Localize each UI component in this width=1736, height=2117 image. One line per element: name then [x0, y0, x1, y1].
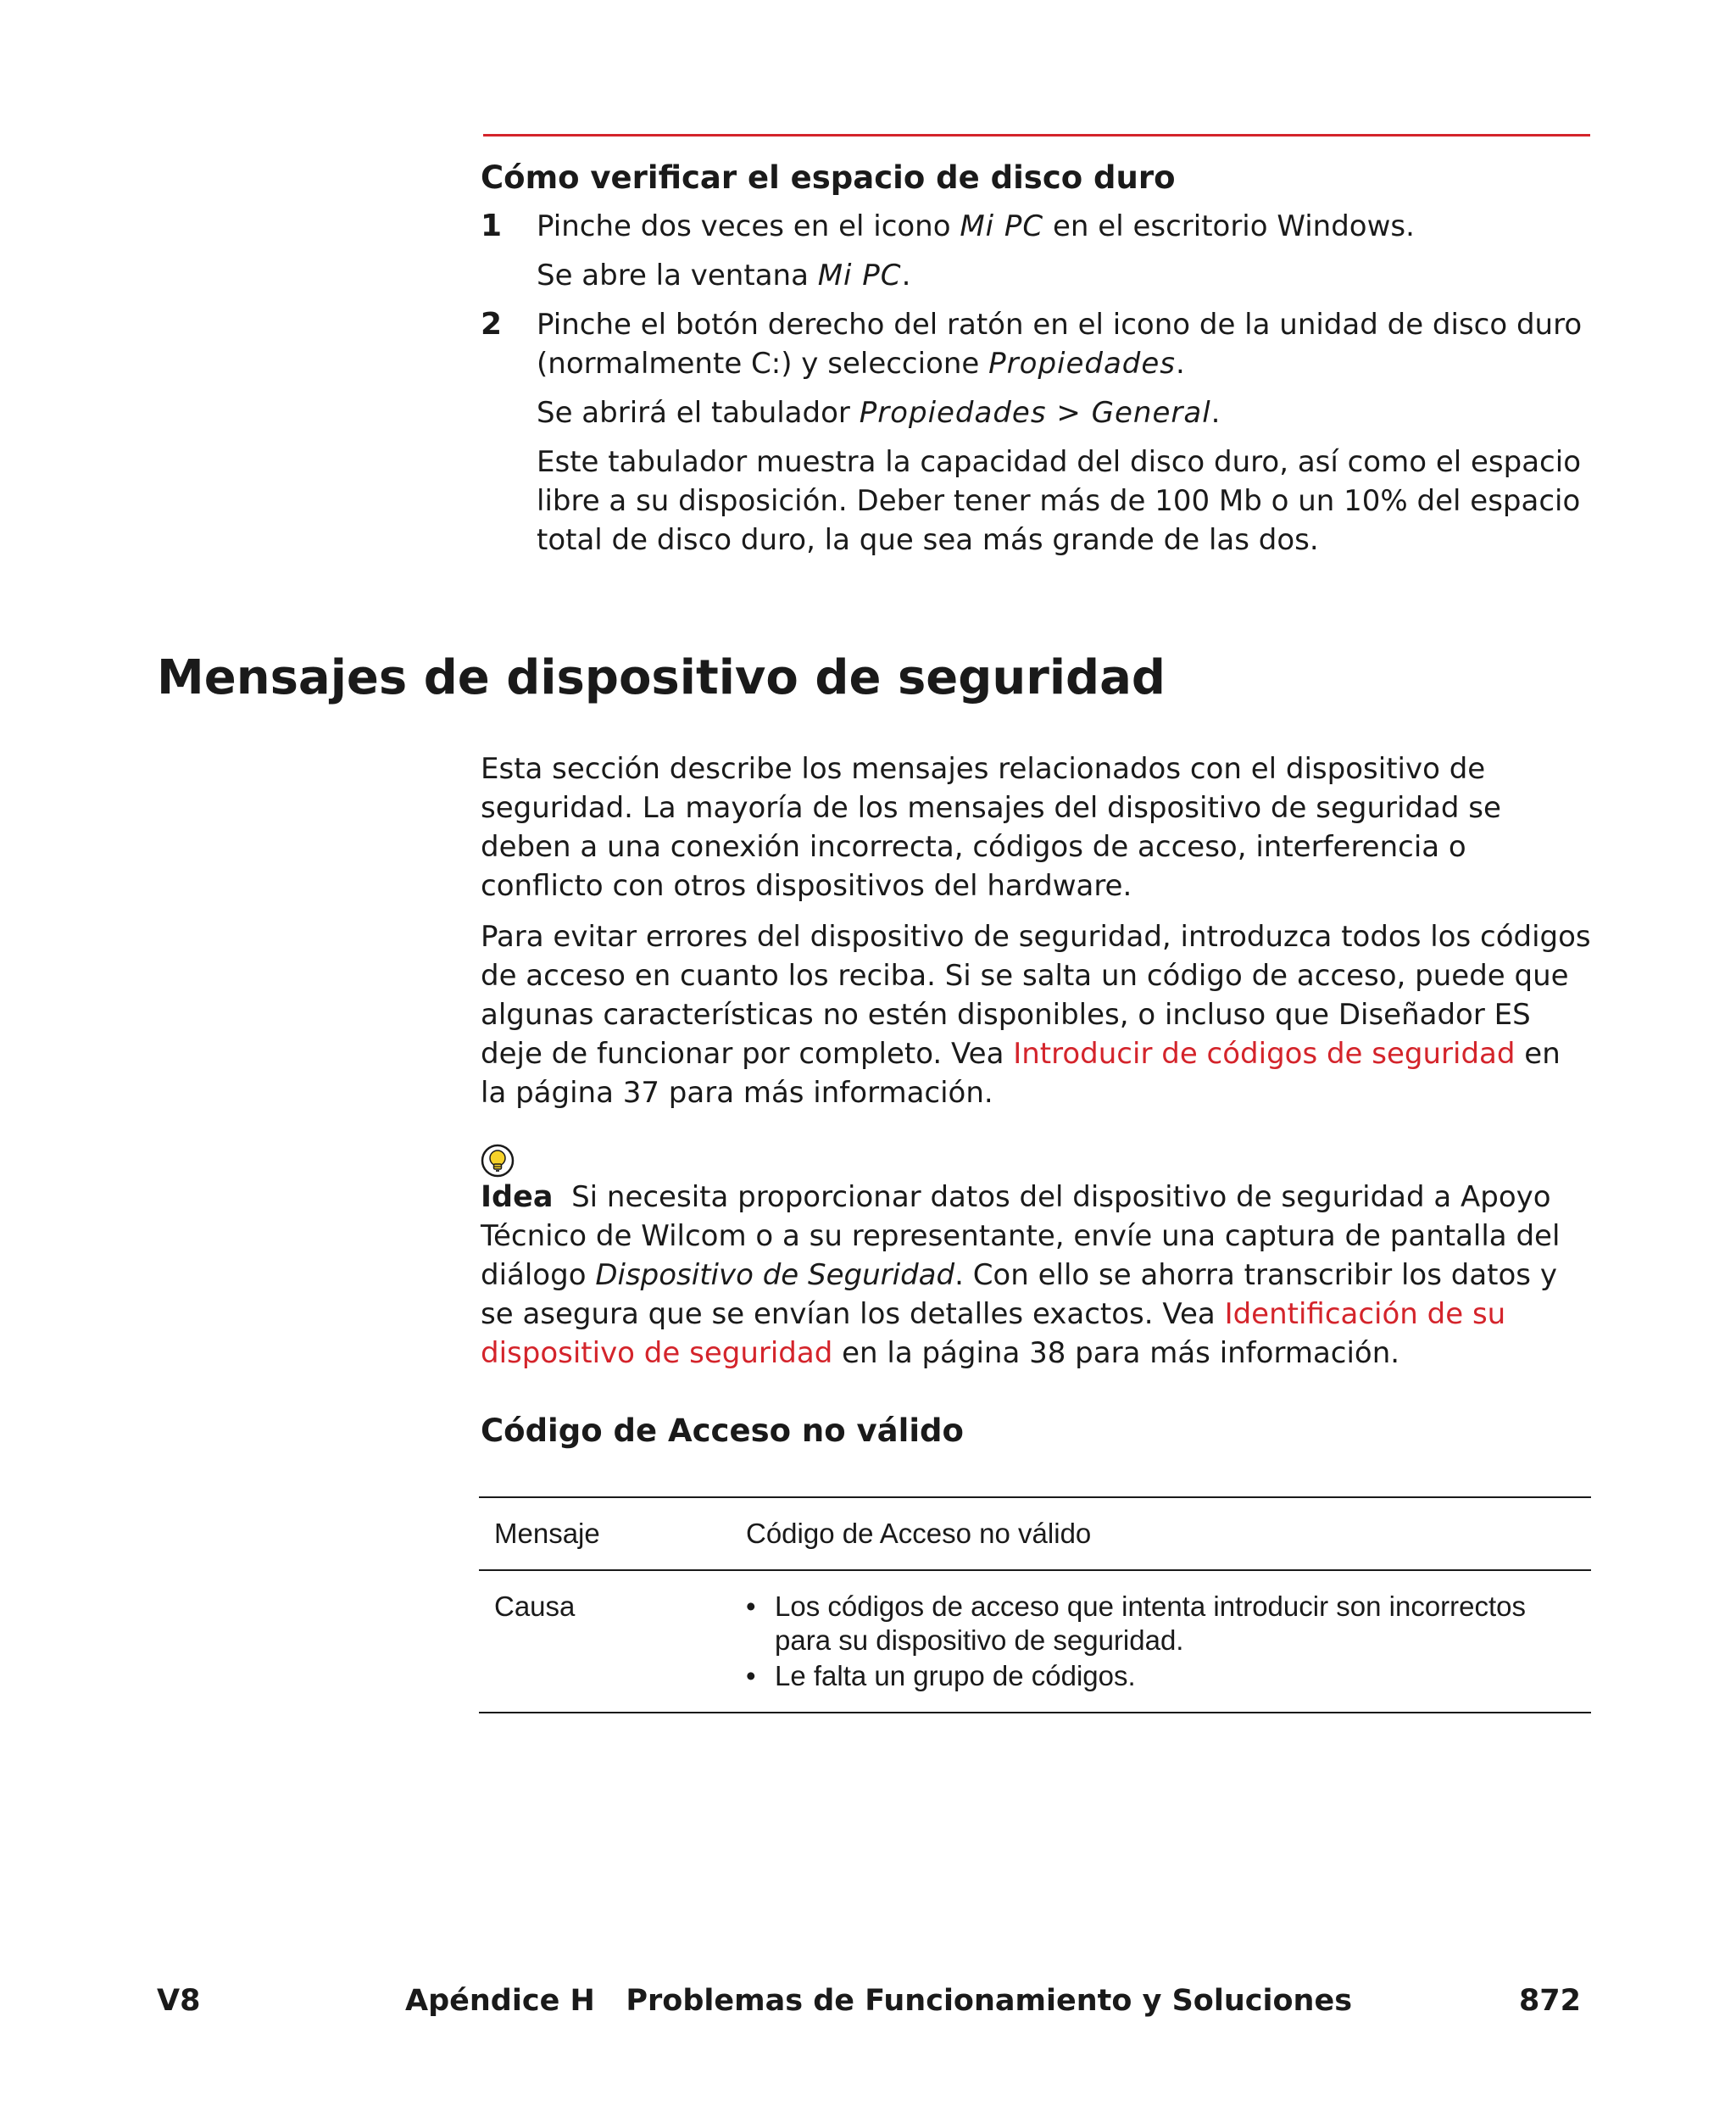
tip-body: Si necesita proporcionar datos del dispositivo de seguridad a Apoyo Técnico de Wilcom o a su representante, envíe una captura de pantalla del diálogo	[481, 1180, 1561, 1292]
bullet-text: Los códigos de acceso que intenta introducir son incorrectos para su dispositivo de seguridad.	[775, 1591, 1527, 1656]
tip-emphasis: Dispositivo de Seguridad	[595, 1258, 955, 1292]
bullet-icon: •	[746, 1591, 756, 1622]
table-row	[479, 1496, 1591, 1569]
intro-paragraph-2	[481, 917, 1593, 1112]
page-footer	[157, 1980, 1581, 2022]
step-number: 1	[481, 209, 503, 243]
footer-chapter: Apéndice H Problemas de Funcionamiento y Soluciones	[405, 1984, 1353, 2018]
result-text: .	[901, 259, 911, 292]
row-label: Mensaje	[494, 1518, 600, 1549]
tip-box	[481, 1144, 1593, 1373]
table-row	[479, 1569, 1591, 1713]
section-disk-space	[481, 158, 1593, 560]
step-text: Pinche dos veces en el icono	[537, 209, 960, 243]
tip-body: . Con ello se ahorra transcribir los datos y se asegura que se envían los detalles exactos. Vea	[481, 1258, 1557, 1331]
header-rule	[483, 134, 1590, 136]
step-emphasis: Mi PC	[960, 209, 1044, 243]
row-value: Código de Acceso no válido	[746, 1518, 1092, 1549]
step-1	[481, 207, 1593, 246]
bullet-item	[746, 1590, 1574, 1657]
step-1-result	[481, 256, 1593, 295]
tip-body: en la página 38 para más información.	[832, 1336, 1400, 1370]
footer-version: V8	[157, 1984, 201, 2018]
step-number: 2	[481, 307, 503, 342]
bullet-icon: •	[746, 1660, 756, 1691]
step-2	[481, 305, 1593, 383]
result-text: Se abrirá el tabulador	[537, 396, 860, 430]
section-heading: Cómo verificar el espacio de disco duro	[481, 159, 1176, 196]
result-emphasis: Mi PC	[817, 259, 902, 292]
step-text: en el escritorio Windows.	[1043, 209, 1415, 243]
intro-section	[481, 749, 1593, 1112]
link-identificacion-dispositivo[interactable]: Identificación de su dispositivo de seguridad	[481, 1297, 1506, 1370]
step-emphasis: Propiedades	[988, 347, 1177, 381]
paragraph-text: Para evitar errores del dispositivo de seguridad, introduzca todos los códigos de acceso en cuanto los reciba. Si se salta un código de acceso, puede que algunas características no estén disponibles, o incluso que Diseñador ES deje de funcionar por completo. Vea	[481, 920, 1591, 1071]
message-table	[479, 1496, 1591, 1713]
section-heading: Código de Acceso no válido	[481, 1412, 964, 1449]
section-invalid-code	[481, 1411, 1593, 1451]
paragraph-text: en la página 37 para más información.	[481, 1037, 1561, 1110]
footer-page-number: 872	[1518, 1984, 1581, 2018]
intro-paragraph-1: Esta sección describe los mensajes relacionados con el dispositivo de seguridad. La mayoría de los mensajes del dispositivo de seguridad se deben a una conexión incorrecta, códigos de acceso, interferencia o conflicto con otros dispositivos del hardware.	[481, 752, 1501, 903]
page-title: Mensajes de dispositivo de seguridad	[157, 650, 1166, 705]
row-value	[746, 1571, 1591, 1712]
tip-label: Idea	[481, 1180, 554, 1214]
step-2-result	[481, 393, 1593, 432]
step-text: .	[1176, 347, 1185, 381]
bullet-text: Le falta un grupo de códigos.	[775, 1660, 1136, 1691]
bullet-item	[746, 1659, 1574, 1693]
step-2-note: Este tabulador muestra la capacidad del disco duro, así como el espacio libre a su disposición. Deber tener más de 100 Mb o un 10% del espacio total de disco duro, la que sea más grande de las dos.	[537, 445, 1582, 557]
result-text: Se abre la ventana	[537, 259, 818, 292]
lightbulb-icon	[481, 1144, 515, 1178]
step-text: Pinche el botón derecho del ratón en el icono de la unidad de disco duro (normalmente C:) y seleccione	[537, 308, 1583, 381]
result-emphasis: Propiedades > General	[859, 396, 1211, 430]
row-label: Causa	[494, 1591, 576, 1622]
link-introducir-codigos[interactable]: Introducir de códigos de seguridad	[1013, 1037, 1516, 1071]
result-text: .	[1210, 396, 1221, 430]
tip-text	[481, 1178, 1593, 1373]
